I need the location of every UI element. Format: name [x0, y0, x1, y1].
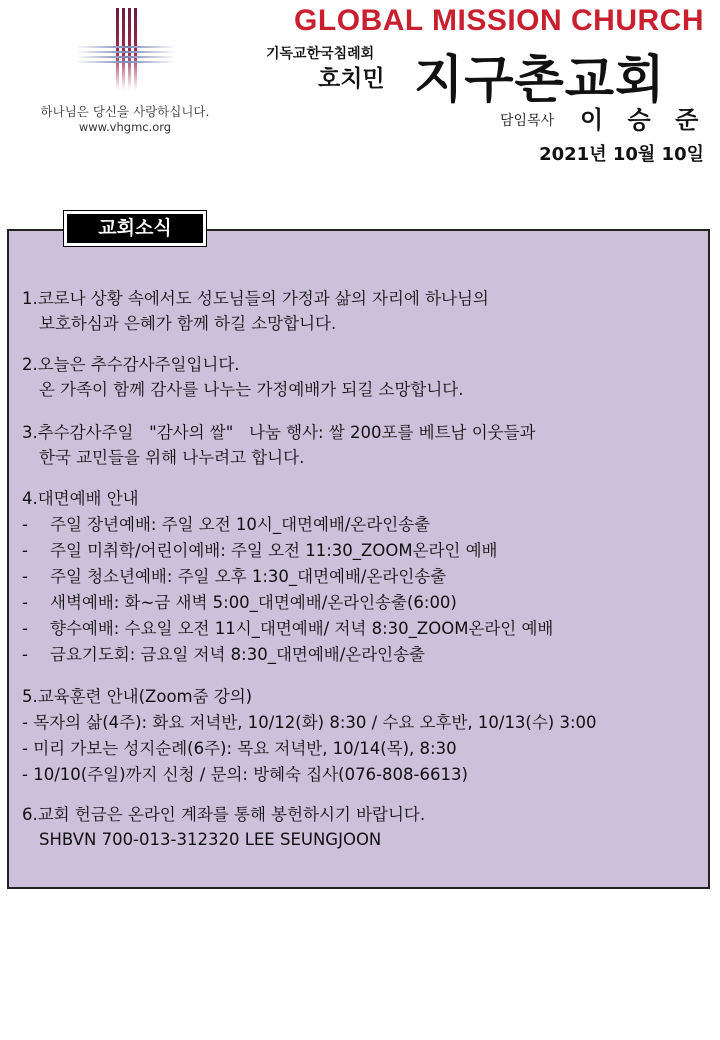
schedule-dash: -	[22, 645, 28, 664]
schedule-dash: -	[22, 567, 28, 586]
schedule-dash: -	[22, 541, 28, 560]
schedule-row	[22, 616, 553, 641]
schedule-row	[22, 590, 457, 615]
news-title: 교회소식	[64, 211, 206, 246]
church-city: 호치민	[318, 66, 385, 92]
schedule-text: 향수예배: 수요일 오전 11시_대면예배/ 저녁 8:30_ZOOM온라인 예배	[50, 619, 554, 638]
news-item-1-line1: 1.코로나 상황 속에서도 성도님들의 가정과 삶의 자리에 하나님의	[22, 289, 489, 308]
church-name-kr: 지구촌교회	[414, 51, 666, 110]
schedule-row	[22, 512, 430, 537]
news-item-3	[22, 420, 535, 470]
schedule-row	[22, 564, 446, 589]
news-item-2	[22, 352, 464, 402]
pastor-name: 이 승 준	[580, 106, 707, 134]
logo-tagline: 하나님은 당신을 사랑하십니다.	[40, 104, 210, 119]
news-item-6	[22, 802, 425, 852]
news-item-1	[22, 286, 489, 336]
news-item-2-line1: 2.오늘은 추수감사주일입니다.	[22, 355, 240, 374]
schedule-text: 금요기도회: 금요일 저녁 8:30_대면예배/온라인송출	[50, 645, 425, 664]
schedule-text: 주일 장년예배: 주일 오전 10시_대면예배/온라인송출	[50, 515, 431, 534]
news-item-5-heading: 5.교육훈련 안내(Zoom줌 강의)	[22, 687, 253, 706]
news-item-1-line2: 보호하심과 은혜가 함께 하길 소망합니다.	[39, 314, 337, 333]
schedule-text: 새벽예배: 화~금 새벽 5:00_대면예배/온라인송출(6:00)	[50, 593, 457, 612]
church-denomination: 기독교한국침례회	[266, 46, 375, 62]
news-item-3-line1: 3.추수감사주일 "감사의 쌀" 나눔 행사: 쌀 200포를 베트남 이웃들과	[22, 423, 536, 442]
news-item-2-line2: 온 가족이 함께 감사를 나누는 가정예배가 되길 소망합니다.	[39, 380, 464, 399]
news-item-6-line1: 6.교회 헌금은 온라인 계좌를 통해 봉헌하시기 바랍니다.	[22, 805, 426, 824]
church-name-en: GLOBAL MISSION CHURCH	[294, 4, 704, 37]
bank-account: SHBVN 700-013-312320 LEE SEUNGJOON	[39, 830, 382, 849]
education-line: - 10/10(주일)까지 신청 / 문의: 방혜숙 집사(076-808-6613)	[22, 765, 468, 784]
bulletin-date: 2021년 10월 10일	[539, 144, 704, 165]
logo-url: www.vhgmc.org	[78, 120, 172, 134]
education-line: - 목자의 삶(4주): 화요 저녁반, 10/12(화) 8:30 / 수요 오후반, 10/13(수) 3:00	[22, 713, 597, 732]
schedule-dash: -	[22, 593, 28, 612]
pastor-label: 담임목사	[500, 113, 555, 129]
schedule-row	[22, 642, 425, 667]
education-line: - 미리 가보는 성지순례(6주): 목요 저녁반, 10/14(목), 8:30	[22, 739, 457, 758]
schedule-dash: -	[22, 515, 28, 534]
news-item-4-heading: 4.대면예배 안내	[22, 489, 139, 508]
church-logo	[0, 0, 260, 150]
schedule-text: 주일 미취학/어린이예배: 주일 오전 11:30_ZOOM온라인 예배	[50, 541, 498, 560]
schedule-dash: -	[22, 619, 28, 638]
schedule-text: 주일 청소년예배: 주일 오후 1:30_대면예배/온라인송출	[50, 567, 447, 586]
schedule-row	[22, 538, 498, 563]
cross-logo-icon	[74, 6, 178, 102]
news-item-3-line2: 한국 교민들을 위해 나누려고 합니다.	[39, 448, 305, 467]
